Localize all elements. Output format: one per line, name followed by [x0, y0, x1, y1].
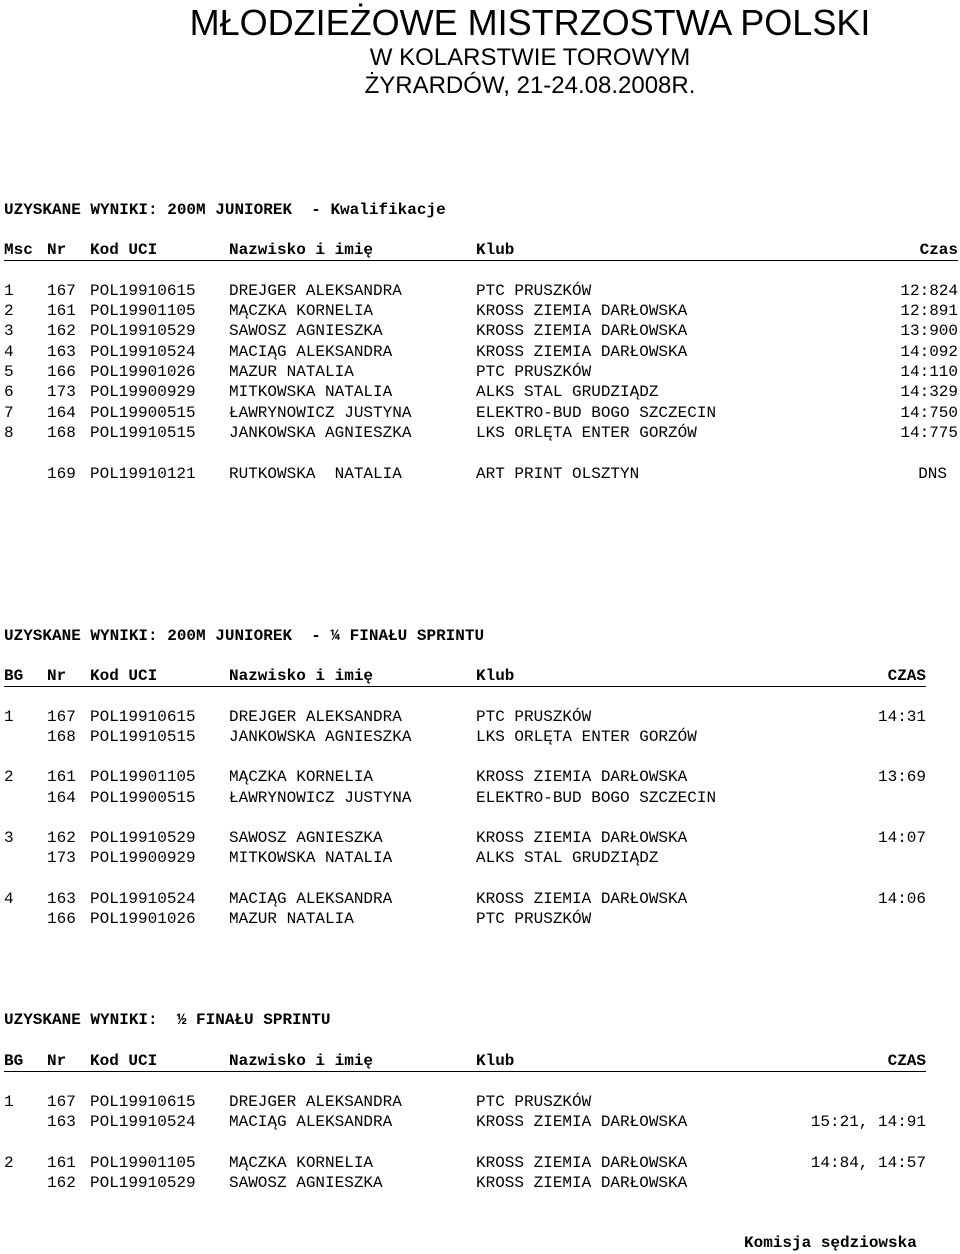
cell-nr: 162 — [47, 829, 76, 847]
cell-pos: 2 — [4, 302, 14, 320]
cell-club: ALKS STAL GRUDZIĄDZ — [476, 849, 659, 867]
cell-nr: 164 — [47, 404, 76, 422]
cell-nr: 163 — [47, 1113, 76, 1131]
document-title: MŁODZIEŻOWE MISTRZOSTWA POLSKI — [189, 2, 871, 43]
cell-nr: 169 — [47, 465, 76, 483]
col-header-nr: Nr — [47, 1052, 67, 1070]
cell-time: 14:07 — [877, 829, 926, 847]
cell-nr: 163 — [47, 343, 76, 361]
cell-name: SAWOSZ AGNIESZKA — [229, 829, 383, 847]
cell-pos: 6 — [4, 383, 14, 401]
cell-nr: 166 — [47, 910, 76, 928]
cell-pos: 2 — [4, 1154, 14, 1172]
cell-pos: 1 — [4, 708, 14, 726]
cell-name: JANKOWSKA AGNIESZKA — [229, 728, 412, 746]
header-underline — [4, 686, 926, 687]
cell-time: 14:092 — [900, 343, 958, 361]
col-header-time: CZAS — [887, 1052, 926, 1070]
cell-time: 14:110 — [900, 363, 958, 381]
cell-uci: POL19901105 — [90, 302, 196, 320]
col-header-uci: Kod UCI — [90, 667, 158, 685]
cell-uci: POL19901026 — [90, 910, 196, 928]
cell-nr: 167 — [47, 1093, 76, 1111]
cell-club: KROSS ZIEMIA DARŁOWSKA — [476, 302, 688, 320]
cell-uci: POL19910529 — [90, 1174, 196, 1192]
cell-uci: POL19901026 — [90, 363, 196, 381]
cell-pos: 5 — [4, 363, 14, 381]
cell-club: PTC PRUSZKÓW — [476, 708, 592, 726]
cell-uci: POL19910515 — [90, 728, 196, 746]
header-underline — [4, 260, 958, 261]
col-header-name: Nazwisko i imię — [229, 667, 374, 685]
col-header-club: Klub — [476, 241, 515, 259]
section-title: UZYSKANE WYNIKI: ½ FINAŁU SPRINTU — [4, 1011, 331, 1029]
cell-club: KROSS ZIEMIA DARŁOWSKA — [476, 1174, 688, 1192]
cell-pos: 2 — [4, 768, 14, 786]
col-header-nr: Nr — [47, 241, 67, 259]
cell-nr: 164 — [47, 789, 76, 807]
cell-nr: 173 — [47, 383, 76, 401]
col-header-pos: Msc — [4, 241, 33, 259]
cell-uci: POL19910529 — [90, 829, 196, 847]
cell-uci: POL19901105 — [90, 1154, 196, 1172]
cell-pos: 3 — [4, 829, 14, 847]
cell-time: 14:31 — [877, 708, 926, 726]
cell-pos: 7 — [4, 404, 14, 422]
cell-name: RUTKOWSKA NATALIA — [229, 465, 402, 483]
cell-name: MAZUR NATALIA — [229, 363, 354, 381]
cell-uci: POL19910524 — [90, 1113, 196, 1131]
col-header-uci: Kod UCI — [90, 1052, 158, 1070]
cell-club: KROSS ZIEMIA DARŁOWSKA — [476, 343, 688, 361]
cell-uci: POL19910515 — [90, 424, 196, 442]
cell-nr: 167 — [47, 708, 76, 726]
cell-pos: 1 — [4, 1093, 14, 1111]
cell-pos: 1 — [4, 282, 14, 300]
cell-uci: POL19901105 — [90, 768, 196, 786]
cell-name: ŁAWRYNOWICZ JUSTYNA — [229, 789, 412, 807]
cell-pos: 4 — [4, 890, 14, 908]
cell-club: KROSS ZIEMIA DARŁOWSKA — [476, 1113, 688, 1131]
cell-uci: POL19910615 — [90, 1093, 196, 1111]
cell-nr: 173 — [47, 849, 76, 867]
cell-club: ELEKTRO-BUD BOGO SZCZECIN — [476, 404, 717, 422]
cell-time: 14:750 — [900, 404, 958, 422]
cell-name: MACIĄG ALEKSANDRA — [229, 1113, 393, 1131]
col-header-uci: Kod UCI — [90, 241, 158, 259]
cell-uci: POL19900515 — [90, 404, 196, 422]
cell-time: 13:900 — [900, 322, 958, 340]
cell-club: LKS ORLĘTA ENTER GORZÓW — [476, 424, 697, 442]
cell-time: 12:824 — [900, 282, 958, 300]
cell-nr: 162 — [47, 322, 76, 340]
cell-uci: POL19900929 — [90, 849, 196, 867]
cell-name: DREJGER ALEKSANDRA — [229, 282, 402, 300]
cell-club: PTC PRUSZKÓW — [476, 910, 592, 928]
cell-pos: 3 — [4, 322, 14, 340]
cell-time: 15:21, 14:91 — [810, 1113, 926, 1131]
cell-name: MITKOWSKA NATALIA — [229, 383, 393, 401]
col-header-time: Czas — [919, 241, 958, 259]
cell-name: DREJGER ALEKSANDRA — [229, 708, 402, 726]
cell-club: KROSS ZIEMIA DARŁOWSKA — [476, 829, 688, 847]
cell-name: SAWOSZ AGNIESZKA — [229, 1174, 383, 1192]
cell-name: MITKOWSKA NATALIA — [229, 849, 393, 867]
cell-name: MĄCZKA KORNELIA — [229, 1154, 374, 1172]
cell-name: MĄCZKA KORNELIA — [229, 302, 374, 320]
cell-name: SAWOSZ AGNIESZKA — [229, 322, 383, 340]
cell-time: 12:891 — [900, 302, 958, 320]
cell-club: PTC PRUSZKÓW — [476, 363, 592, 381]
document-subtitle: W KOLARSTWIE TOROWYM — [369, 44, 691, 71]
cell-club: KROSS ZIEMIA DARŁOWSKA — [476, 768, 688, 786]
document-place-date: ŻYRARDÓW, 21-24.08.2008R. — [364, 72, 696, 99]
cell-name: ŁAWRYNOWICZ JUSTYNA — [229, 404, 412, 422]
cell-name: MĄCZKA KORNELIA — [229, 768, 374, 786]
cell-name: MACIĄG ALEKSANDRA — [229, 343, 393, 361]
cell-time: DNS — [918, 465, 947, 483]
col-header-club: Klub — [476, 1052, 515, 1070]
cell-time: 14:84, 14:57 — [810, 1154, 926, 1172]
cell-nr: 161 — [47, 302, 76, 320]
cell-club: ART PRINT OLSZTYN — [476, 465, 640, 483]
col-header-name: Nazwisko i imię — [229, 241, 374, 259]
col-header-pos: BG — [4, 667, 24, 685]
col-header-club: Klub — [476, 667, 515, 685]
cell-time: 13:69 — [877, 768, 926, 786]
cell-uci: POL19900515 — [90, 789, 196, 807]
cell-nr: 166 — [47, 363, 76, 381]
cell-uci: POL19910524 — [90, 343, 196, 361]
cell-nr: 168 — [47, 728, 76, 746]
section-title: UZYSKANE WYNIKI: 200M JUNIOREK - Kwalifikacje — [4, 201, 446, 219]
cell-club: LKS ORLĘTA ENTER GORZÓW — [476, 728, 697, 746]
cell-nr: 167 — [47, 282, 76, 300]
cell-name: DREJGER ALEKSANDRA — [229, 1093, 402, 1111]
cell-club: KROSS ZIEMIA DARŁOWSKA — [476, 322, 688, 340]
cell-club: PTC PRUSZKÓW — [476, 1093, 592, 1111]
cell-nr: 161 — [47, 1154, 76, 1172]
section-title: UZYSKANE WYNIKI: 200M JUNIOREK - ¼ FINAŁU SPRINTU — [4, 627, 485, 645]
cell-pos: 4 — [4, 343, 14, 361]
cell-uci: POL19910524 — [90, 890, 196, 908]
col-header-nr: Nr — [47, 667, 67, 685]
cell-uci: POL19910121 — [90, 465, 196, 483]
cell-name: JANKOWSKA AGNIESZKA — [229, 424, 412, 442]
cell-uci: POL19910615 — [90, 708, 196, 726]
col-header-name: Nazwisko i imię — [229, 1052, 374, 1070]
cell-club: ELEKTRO-BUD BOGO SZCZECIN — [476, 789, 717, 807]
cell-club: KROSS ZIEMIA DARŁOWSKA — [476, 890, 688, 908]
cell-nr: 162 — [47, 1174, 76, 1192]
cell-name: MACIĄG ALEKSANDRA — [229, 890, 393, 908]
cell-time: 14:775 — [900, 424, 958, 442]
cell-nr: 163 — [47, 890, 76, 908]
cell-club: KROSS ZIEMIA DARŁOWSKA — [476, 1154, 688, 1172]
cell-uci: POL19900929 — [90, 383, 196, 401]
cell-uci: POL19910529 — [90, 322, 196, 340]
col-header-time: CZAS — [887, 667, 926, 685]
cell-nr: 168 — [47, 424, 76, 442]
cell-name: MAZUR NATALIA — [229, 910, 354, 928]
cell-club: ALKS STAL GRUDZIĄDZ — [476, 383, 659, 401]
cell-time: 14:329 — [900, 383, 958, 401]
header-underline — [4, 1071, 926, 1072]
col-header-pos: BG — [4, 1052, 24, 1070]
cell-club: PTC PRUSZKÓW — [476, 282, 592, 300]
cell-time: 14:06 — [877, 890, 926, 908]
cell-pos: 8 — [4, 424, 14, 442]
cell-uci: POL19910615 — [90, 282, 196, 300]
signature-committee: Komisja sędziowska — [744, 1234, 917, 1252]
cell-nr: 161 — [47, 768, 76, 786]
